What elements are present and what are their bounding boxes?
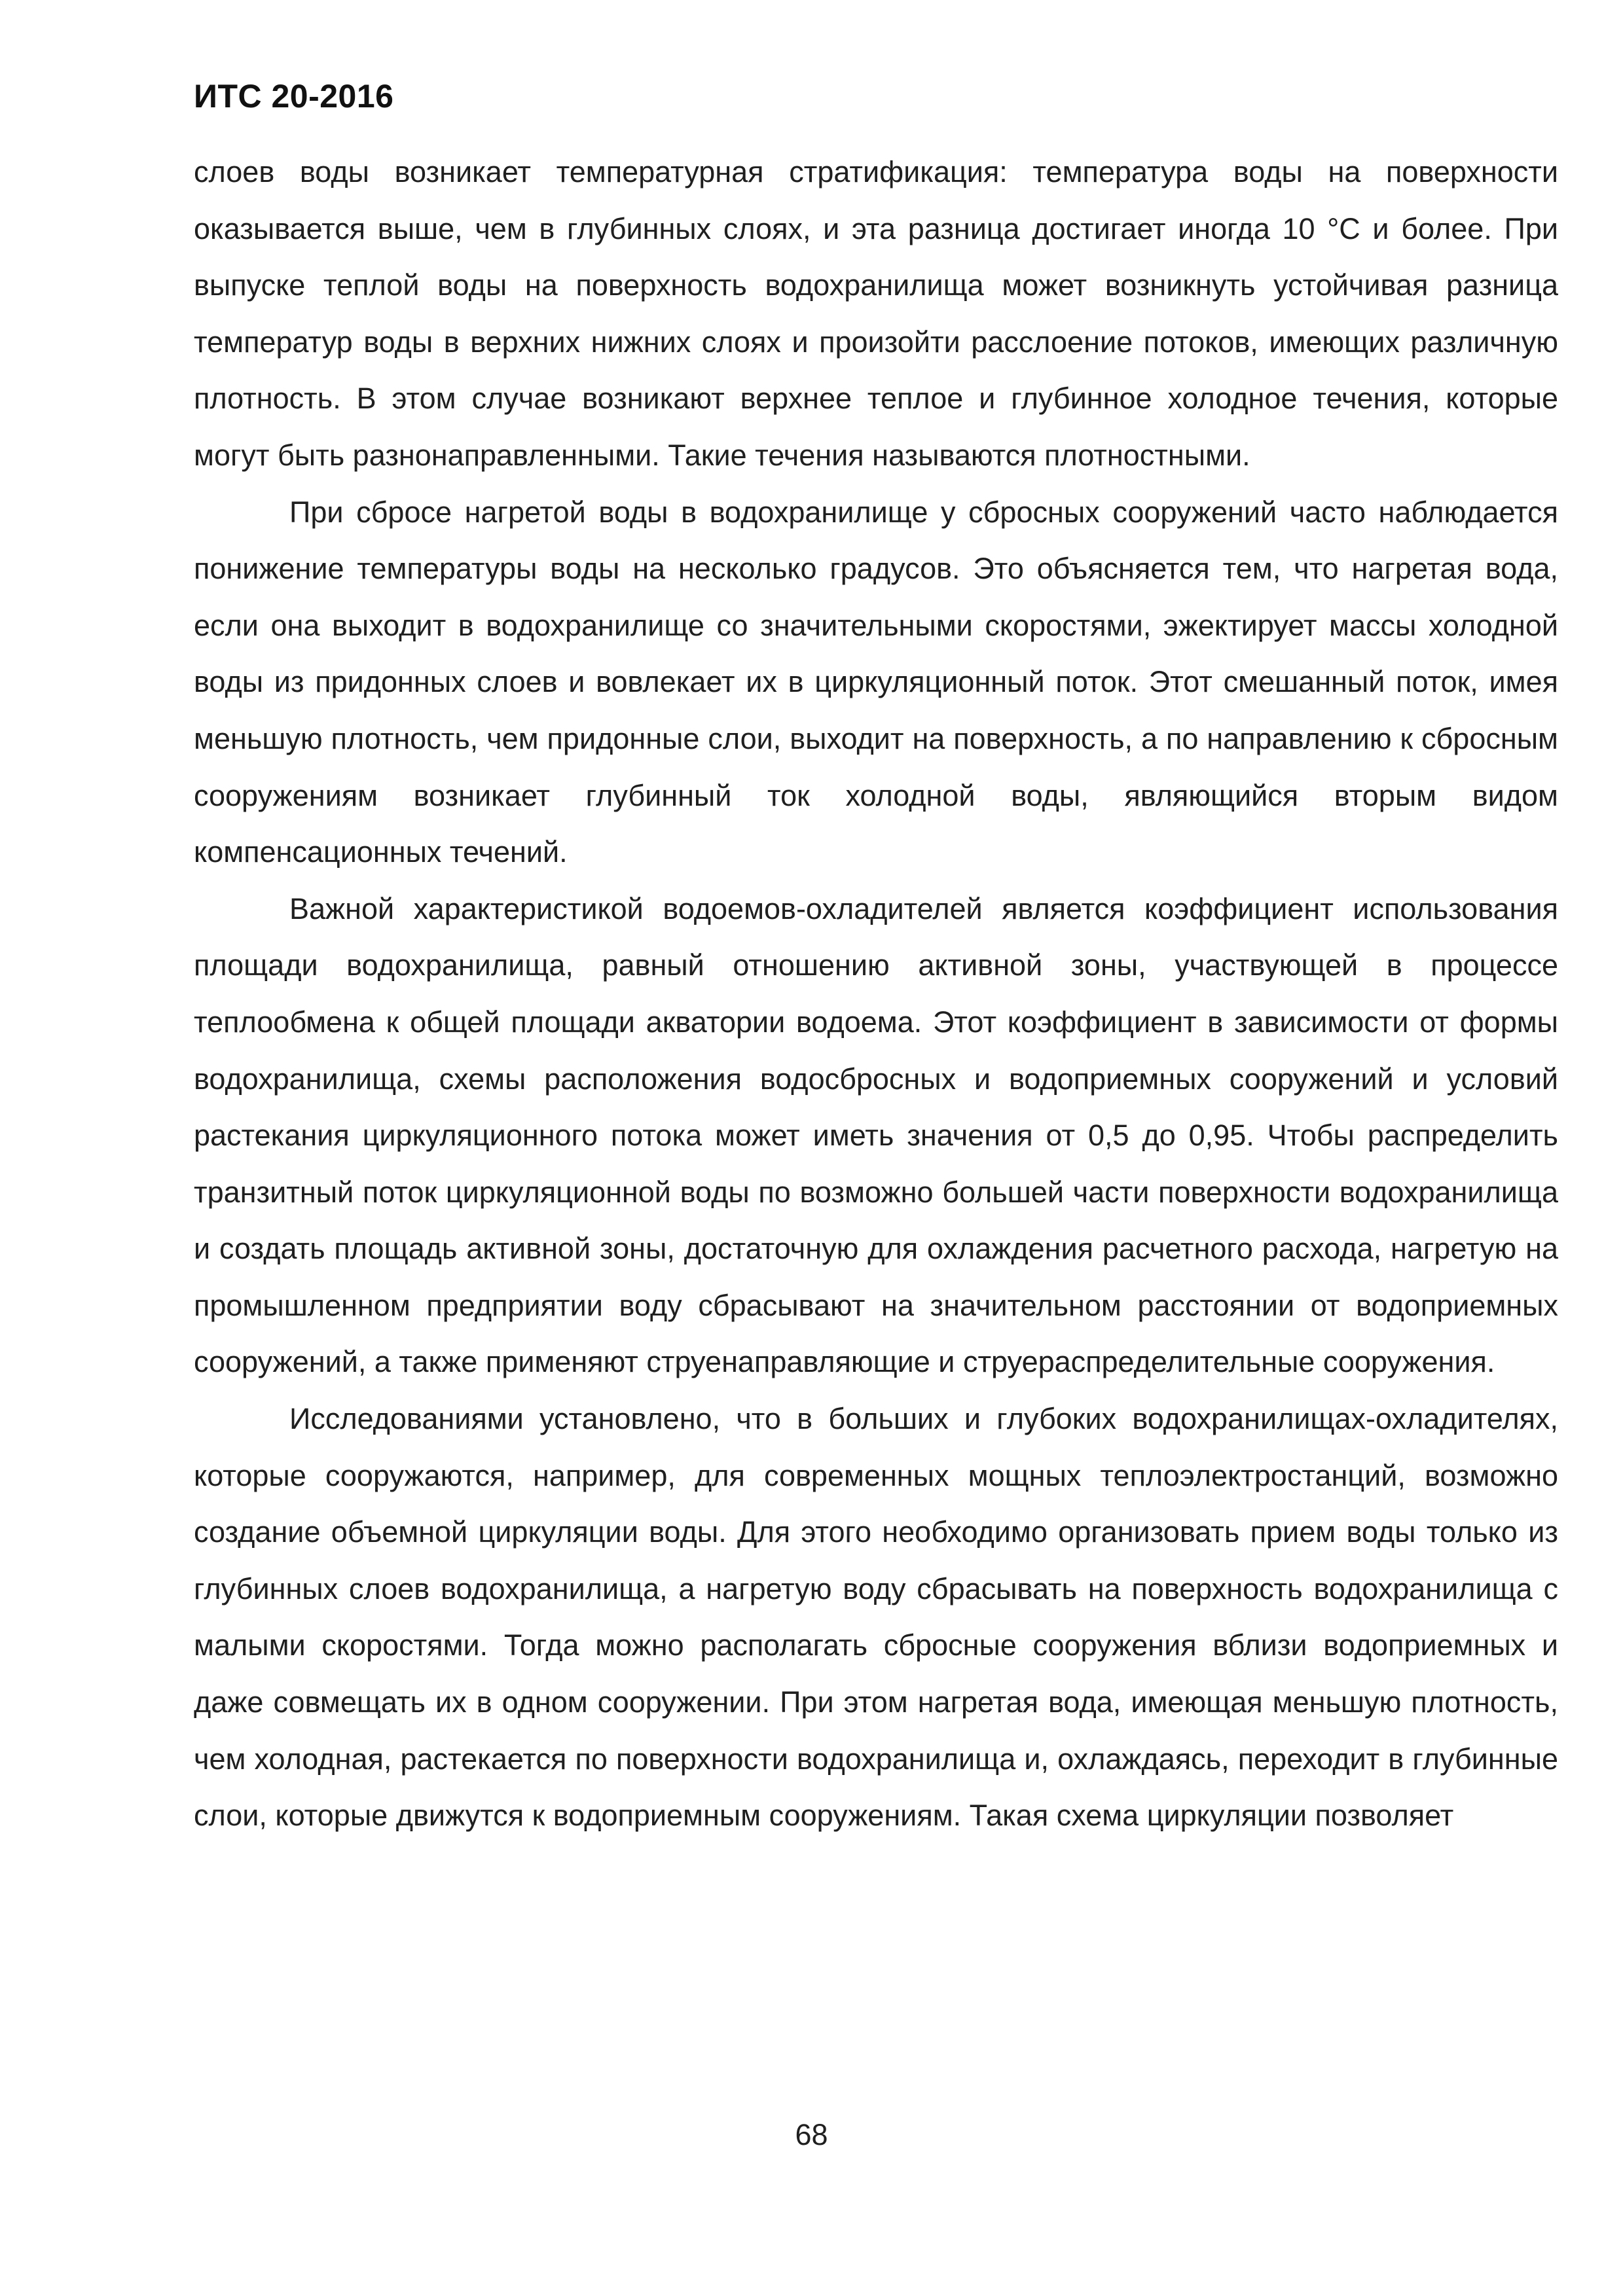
paragraph-volumetric-circulation: Исследованиями установлено, что в больших и глубоких водохранилищах-охладителях, которые сооружаются, например, для современных мощных теплоэлектростанций, возможно создание объемной циркуляции воды. Для этого необходимо организовать прием воды только из глубинных слоев водохранилища, а нагретую воду сбрасывать на поверхность водохранилища с малыми скоростями. Тогда можно располагать сбросные сооружения вблизи водоприемных и даже совмещать их в одном сооружении. При этом нагретая вода, имеющая меньшую плотность, чем холодная, растекается по поверхности водохранилища и, охлаждаясь, переходит в глубинные слои, которые движутся к водоприемным сооружениям. Такая схема циркуляции позволяет (194, 1402, 1558, 1833)
paragraph-discharge-cooling: При сбросе нагретой воды в водохранилище у сбросных сооружений часто наблюдается понижение температуры воды на несколько градусов. Это объясняется тем, что нагретая вода, если она выходит в водохранилище со значительными скоростями, эжектирует массы холодной воды из придонных слоев и вовлекает их в циркуляционный поток. Этот смешанный поток, имея меньшую плотность, чем придонные слои, выходит на поверхность, а по направлению к сбросным сооружениям возникает глубинный ток холодной воды, являющийся вторым видом компенсационных течений. (194, 495, 1558, 869)
body-text (194, 144, 1558, 1844)
paragraph-area-coefficient: Важной характеристикой водоемов-охладителей является коэффициент использования площади водохранилища, равный отношению активной зоны, участвующей в процессе теплообмена к общей площади акватории водоема. Этот коэффициент в зависимости от формы водохранилища, схемы расположения водосбросных и водоприемных сооружений и условий растекания циркуляционного потока может иметь значения от 0,5 до 0,95. Чтобы распределить транзитный поток циркуляционной воды по возможно большей части поверхности водохранилища и создать площадь активной зоны, достаточную для охлаждения расчетного расхода, нагретую на промышленном предприятии воду сбрасывают на значительном расстоянии от водоприемных сооружений, а также применяют струенаправляющие и струераспределительные сооружения. (194, 891, 1558, 1379)
page-number: 68 (795, 2118, 828, 2151)
paragraph-stratification: слоев воды возникает температурная стратификация: температура воды на поверхности оказывается выше, чем в глубинных слоях, и эта разница достигает иногда 10 °С и более. При выпуске теплой воды на поверхность водохранилища может возникнуть устойчивая разница температур воды в верхних нижних слоях и произойти расслоение потоков, имеющих различную плотность. В этом случае возникают верхнее теплое и глубинное холодное течения, которые могут быть разнонаправленными. Такие течения называются плотностными. (194, 155, 1558, 472)
document-code-header: ИТС 20-2016 (194, 78, 394, 115)
